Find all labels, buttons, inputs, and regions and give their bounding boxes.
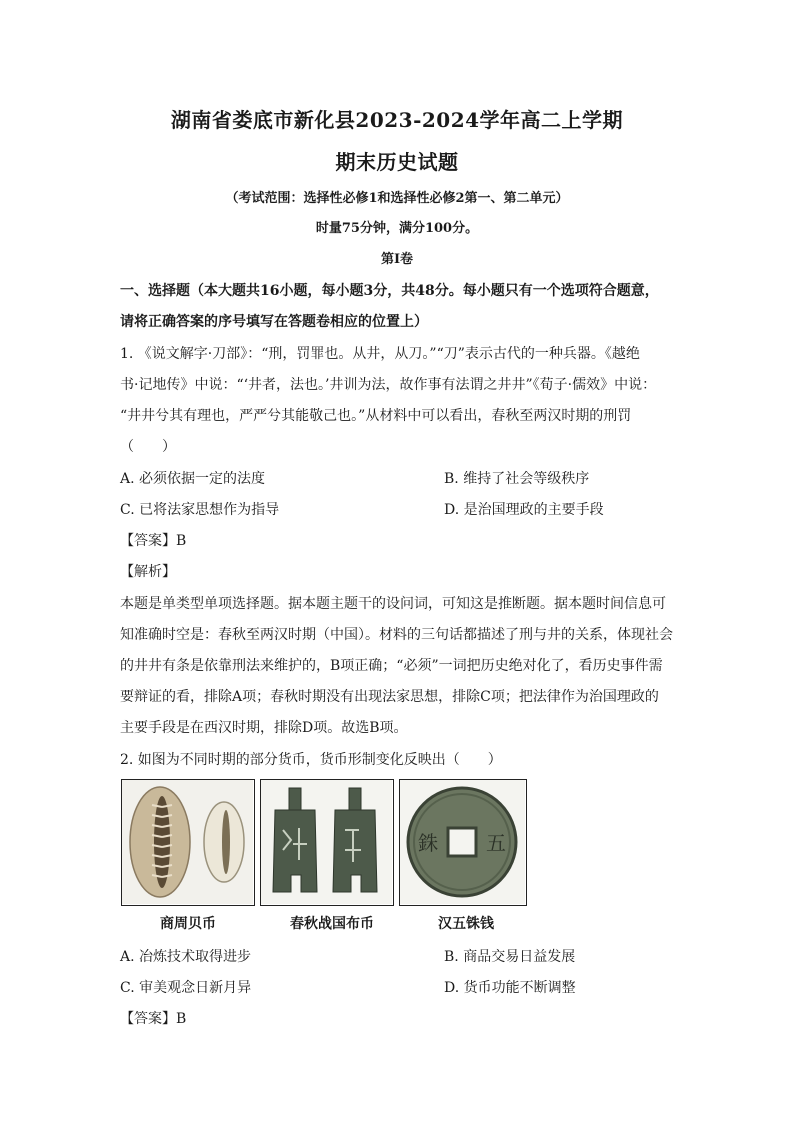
q2-stem: 2. 如图为不同时期的部分货币，货币形制变化反映出（ ）: [120, 752, 502, 768]
figure-caption: 汉五铢钱: [438, 916, 494, 932]
figure-spade-money: [260, 779, 394, 906]
volume-label: 第I卷: [380, 252, 414, 267]
q1-option-b: B. 维持了社会等级秩序: [444, 471, 590, 487]
q1-analysis-line: 主要手段是在西汉时期，排除D项。故选B项。: [120, 720, 408, 736]
figure-wuzhu-coin: [399, 779, 527, 906]
q1-analysis-line: 本题是单类型单项选择题。据本题主题干的设问词，可知这是推断题。据本题时间信息可: [120, 596, 666, 612]
figure-shell-money: [121, 779, 255, 906]
q1-stem-line: “井井兮其有理也，严严兮其能敬己也。”从材料中可以看出，春秋至两汉时期的刑罚: [120, 408, 632, 424]
q2-option-c: C. 审美观念日新月异: [120, 980, 252, 996]
exam-scope: （考试范围：选择性必修1和选择性必修2第一、第二单元）: [225, 191, 569, 206]
wuzhu-coin-icon: [400, 780, 525, 904]
q1-stem-line: 书·记地传》中说：“‘井者，法也。’井训为法，故作事有法谓之井井”《荀子·儒效》中说：: [120, 377, 657, 393]
q1-stem-line: （ ）: [120, 439, 176, 455]
page-title-line1: 湖南省娄底市新化县2023-2024学年高二上学期: [170, 108, 624, 132]
exam-time: 时量75分钟，满分100分。: [315, 221, 479, 236]
q2-answer: 【答案】B: [120, 1011, 187, 1027]
q1-analysis-label: 【解析】: [120, 564, 176, 580]
coin-glyph-left: 銖: [418, 831, 438, 855]
spade-money-icon: [261, 780, 392, 904]
q1-option-c: C. 已将法家思想作为指导: [120, 502, 280, 518]
q2-option-b: B. 商品交易日益发展: [444, 949, 576, 965]
section-heading-line1: 一、选择题（本大题共16小题，每小题3分，共48分。每小题只有一个选项符合题意，: [120, 283, 659, 299]
q1-option-a: A. 必须依据一定的法度: [120, 471, 266, 487]
page-title-line2: 期末历史试题: [335, 150, 459, 174]
q1-analysis-line: 知准确时空是：春秋至两汉时期（中国）。材料的三句话都描述了刑与井的关系，体现社会: [120, 627, 673, 643]
q1-answer: 【答案】B: [120, 533, 187, 549]
q1-stem-line: 1. 《说文解字·刀部》：“刑，罚罪也。从井，从刀。”“刀”表示古代的一种兵器。《越绝: [120, 346, 640, 362]
cowrie-shell-icon: [122, 780, 253, 904]
figure-caption: 商周贝币: [160, 916, 216, 932]
q1-option-d: D. 是治国理政的主要手段: [444, 502, 604, 518]
section-heading-line2: 请将正确答案的序号填写在答题卷相应的位置上）: [120, 314, 428, 330]
coin-glyph-right: 五: [486, 831, 506, 855]
q2-option-d: D. 货币功能不断调整: [444, 980, 576, 996]
q2-option-a: A. 冶炼技术取得进步: [120, 949, 252, 965]
figure-caption: 春秋战国布币: [290, 916, 374, 932]
q1-analysis-line: 要辩证的看，排除A项；春秋时期没有出现法家思想，排除C项；把法律作为治国理政的: [120, 689, 659, 705]
q1-analysis-line: 的井井有条是依靠刑法来维护的，B项正确；“必须”一词把历史绝对化了，看历史事件需: [120, 658, 663, 674]
